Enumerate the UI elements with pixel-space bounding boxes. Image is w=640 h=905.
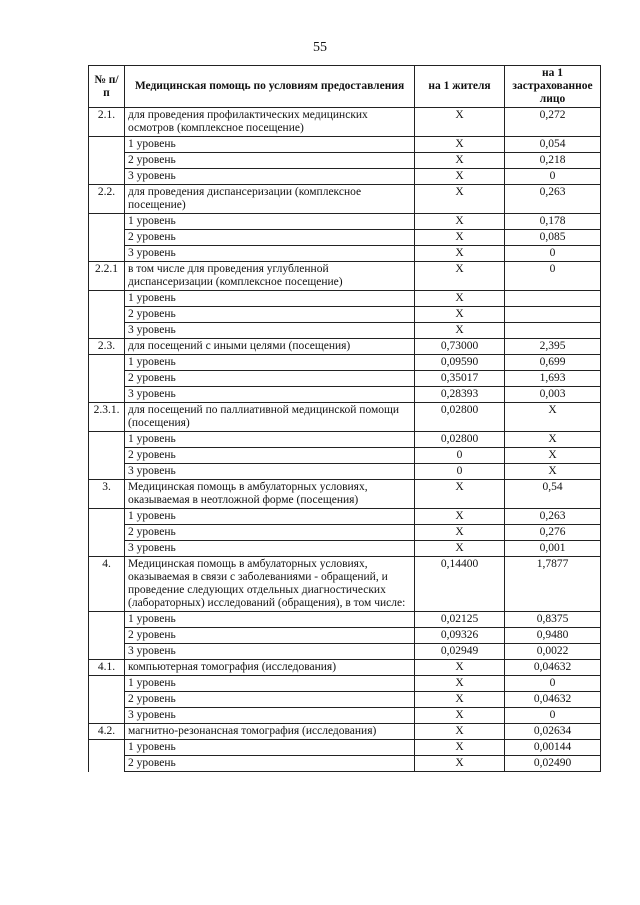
row-name-cell: 2 уровень xyxy=(125,371,415,387)
per-resident-cell: Х xyxy=(415,692,505,708)
table-row xyxy=(89,557,601,612)
per-insured-cell: 0 xyxy=(505,262,601,291)
per-insured-cell: Х xyxy=(505,403,601,432)
row-name-cell: 2 уровень xyxy=(125,448,415,464)
row-name-cell: для посещений по паллиативной медицинской помощи (посещения) xyxy=(125,403,415,432)
per-resident-cell: Х xyxy=(415,740,505,756)
per-insured-cell: 0,04632 xyxy=(505,660,601,676)
row-name-cell: для посещений с иными целями (посещения) xyxy=(125,339,415,355)
per-resident-cell: 0,02800 xyxy=(415,403,505,432)
row-number-cell xyxy=(89,740,125,756)
table-body xyxy=(89,108,601,772)
per-resident-cell: 0,02949 xyxy=(415,644,505,660)
row-name-cell: 1 уровень xyxy=(125,355,415,371)
table-row xyxy=(89,262,601,291)
per-insured-cell: Х xyxy=(505,464,601,480)
per-insured-cell: 1,693 xyxy=(505,371,601,387)
per-resident-cell: Х xyxy=(415,185,505,214)
per-resident-cell: Х xyxy=(415,541,505,557)
row-number-cell: 4. xyxy=(89,557,125,612)
row-name-cell: 3 уровень xyxy=(125,246,415,262)
per-resident-cell: Х xyxy=(415,724,505,740)
row-name-cell: 1 уровень xyxy=(125,432,415,448)
per-resident-cell: 0 xyxy=(415,448,505,464)
table-row xyxy=(89,185,601,214)
per-resident-cell: Х xyxy=(415,676,505,692)
row-name-cell: 1 уровень xyxy=(125,137,415,153)
per-resident-cell: Х xyxy=(415,291,505,307)
table-row xyxy=(89,541,601,557)
row-name-cell: компьютерная томография (исследования) xyxy=(125,660,415,676)
per-resident-cell: Х xyxy=(415,214,505,230)
row-number-cell xyxy=(89,692,125,708)
table-row xyxy=(89,756,601,772)
header-num: № п/п xyxy=(89,66,125,108)
table-row xyxy=(89,628,601,644)
table-row xyxy=(89,153,601,169)
per-resident-cell: 0,09326 xyxy=(415,628,505,644)
per-insured-cell xyxy=(505,291,601,307)
row-name-cell: 3 уровень xyxy=(125,644,415,660)
per-insured-cell: 0 xyxy=(505,708,601,724)
row-name-cell: для проведения профилактических медицинских осмотров (комплексное посещение) xyxy=(125,108,415,137)
row-name-cell: 1 уровень xyxy=(125,509,415,525)
row-number-cell: 2.3. xyxy=(89,339,125,355)
row-name-cell: 3 уровень xyxy=(125,169,415,185)
per-resident-cell: Х xyxy=(415,525,505,541)
table-row xyxy=(89,214,601,230)
row-name-cell: Медицинская помощь в амбулаторных условиях, оказываемая в связи с заболеваниями - обращений, и проведение следующих отдельных диагностических (лабораторных) исследований (обращения), в том числе: xyxy=(125,557,415,612)
table-row xyxy=(89,509,601,525)
per-resident-cell: Х xyxy=(415,708,505,724)
per-insured-cell: 1,7877 xyxy=(505,557,601,612)
table-row xyxy=(89,323,601,339)
table-row xyxy=(89,108,601,137)
per-resident-cell: Х xyxy=(415,262,505,291)
table-row xyxy=(89,740,601,756)
table-row xyxy=(89,291,601,307)
table-row xyxy=(89,230,601,246)
row-number-cell xyxy=(89,214,125,230)
row-number-cell xyxy=(89,371,125,387)
per-insured-cell: Х xyxy=(505,432,601,448)
row-name-cell: магнитно-резонансная томография (исследования) xyxy=(125,724,415,740)
per-insured-cell: 0,218 xyxy=(505,153,601,169)
row-number-cell xyxy=(89,246,125,262)
table-header-row xyxy=(89,66,601,108)
per-resident-cell: 0,02800 xyxy=(415,432,505,448)
row-number-cell xyxy=(89,676,125,692)
per-insured-cell: 0,178 xyxy=(505,214,601,230)
table-row xyxy=(89,692,601,708)
per-resident-cell: 0,09590 xyxy=(415,355,505,371)
row-name-cell: 2 уровень xyxy=(125,307,415,323)
row-name-cell: 1 уровень xyxy=(125,740,415,756)
table-row xyxy=(89,708,601,724)
row-name-cell: 2 уровень xyxy=(125,153,415,169)
row-name-cell: 3 уровень xyxy=(125,541,415,557)
row-number-cell xyxy=(89,448,125,464)
medical-care-table xyxy=(88,65,601,772)
row-name-cell: 3 уровень xyxy=(125,323,415,339)
row-number-cell xyxy=(89,355,125,371)
table-row xyxy=(89,137,601,153)
row-number-cell xyxy=(89,137,125,153)
table-row xyxy=(89,307,601,323)
row-number-cell xyxy=(89,708,125,724)
row-number-cell xyxy=(89,291,125,307)
row-name-cell: 2 уровень xyxy=(125,692,415,708)
table-row xyxy=(89,432,601,448)
per-insured-cell: 0,276 xyxy=(505,525,601,541)
header-per-resident: на 1 жителя xyxy=(415,66,505,108)
per-resident-cell: 0,73000 xyxy=(415,339,505,355)
per-insured-cell: 0,001 xyxy=(505,541,601,557)
per-insured-cell: 0,263 xyxy=(505,509,601,525)
row-name-cell: для проведения диспансеризации (комплексное посещение) xyxy=(125,185,415,214)
per-insured-cell: 0,02634 xyxy=(505,724,601,740)
per-resident-cell: Х xyxy=(415,137,505,153)
header-name: Медицинская помощь по условиям предоставления xyxy=(125,66,415,108)
per-resident-cell: Х xyxy=(415,169,505,185)
table-row xyxy=(89,371,601,387)
row-name-cell: 2 уровень xyxy=(125,756,415,772)
row-number-cell xyxy=(89,756,125,772)
per-insured-cell: 0,272 xyxy=(505,108,601,137)
per-insured-cell: Х xyxy=(505,448,601,464)
row-number-cell: 4.1. xyxy=(89,660,125,676)
per-resident-cell: Х xyxy=(415,230,505,246)
per-insured-cell: 0,02490 xyxy=(505,756,601,772)
per-insured-cell: 2,395 xyxy=(505,339,601,355)
table-row xyxy=(89,246,601,262)
per-insured-cell xyxy=(505,307,601,323)
per-insured-cell: 0,04632 xyxy=(505,692,601,708)
row-number-cell: 3. xyxy=(89,480,125,509)
table-row xyxy=(89,387,601,403)
table-row xyxy=(89,525,601,541)
row-name-cell: 1 уровень xyxy=(125,214,415,230)
per-resident-cell: 0 xyxy=(415,464,505,480)
per-insured-cell: 0,0022 xyxy=(505,644,601,660)
row-number-cell xyxy=(89,509,125,525)
row-number-cell xyxy=(89,387,125,403)
table-row xyxy=(89,660,601,676)
row-number-cell xyxy=(89,612,125,628)
per-insured-cell: 0,263 xyxy=(505,185,601,214)
per-resident-cell: 0,14400 xyxy=(415,557,505,612)
row-number-cell: 4.2. xyxy=(89,724,125,740)
table-row xyxy=(89,612,601,628)
per-insured-cell: 0 xyxy=(505,246,601,262)
header-per-insured: на 1 застрахованное лицо xyxy=(505,66,601,108)
row-number-cell xyxy=(89,525,125,541)
row-number-cell: 2.3.1. xyxy=(89,403,125,432)
per-resident-cell: Х xyxy=(415,246,505,262)
table-row xyxy=(89,448,601,464)
row-name-cell: 3 уровень xyxy=(125,387,415,403)
row-number-cell xyxy=(89,153,125,169)
row-name-cell: 3 уровень xyxy=(125,464,415,480)
per-resident-cell: Х xyxy=(415,660,505,676)
row-name-cell: 1 уровень xyxy=(125,676,415,692)
row-name-cell: 1 уровень xyxy=(125,612,415,628)
per-resident-cell: Х xyxy=(415,307,505,323)
table-row xyxy=(89,676,601,692)
per-insured-cell xyxy=(505,323,601,339)
row-name-cell: в том числе для проведения углубленной диспансеризации (комплексное посещение) xyxy=(125,262,415,291)
page-number: 55 xyxy=(313,40,327,55)
row-name-cell: Медицинская помощь в амбулаторных условиях, оказываемая в неотложной форме (посещения) xyxy=(125,480,415,509)
row-number-cell xyxy=(89,464,125,480)
per-resident-cell: Х xyxy=(415,153,505,169)
per-insured-cell: 0,699 xyxy=(505,355,601,371)
row-number-cell xyxy=(89,628,125,644)
per-insured-cell: 0,085 xyxy=(505,230,601,246)
table-row xyxy=(89,724,601,740)
per-insured-cell: 0,9480 xyxy=(505,628,601,644)
per-resident-cell: 0,02125 xyxy=(415,612,505,628)
per-resident-cell: Х xyxy=(415,323,505,339)
row-number-cell xyxy=(89,644,125,660)
per-insured-cell: 0,00144 xyxy=(505,740,601,756)
table-row xyxy=(89,403,601,432)
per-insured-cell: 0 xyxy=(505,169,601,185)
row-number-cell: 2.1. xyxy=(89,108,125,137)
table-row xyxy=(89,464,601,480)
row-number-cell xyxy=(89,230,125,246)
row-name-cell: 1 уровень xyxy=(125,291,415,307)
row-name-cell: 2 уровень xyxy=(125,628,415,644)
table-row xyxy=(89,480,601,509)
per-resident-cell: Х xyxy=(415,108,505,137)
row-number-cell xyxy=(89,432,125,448)
table-row xyxy=(89,339,601,355)
table-row xyxy=(89,644,601,660)
row-name-cell: 2 уровень xyxy=(125,230,415,246)
row-number-cell: 2.2. xyxy=(89,185,125,214)
per-insured-cell: 0,54 xyxy=(505,480,601,509)
per-insured-cell: 0 xyxy=(505,676,601,692)
row-number-cell: 2.2.1 xyxy=(89,262,125,291)
per-resident-cell: 0,28393 xyxy=(415,387,505,403)
per-insured-cell: 0,054 xyxy=(505,137,601,153)
table-row xyxy=(89,169,601,185)
row-name-cell: 2 уровень xyxy=(125,525,415,541)
per-resident-cell: Х xyxy=(415,509,505,525)
per-resident-cell: Х xyxy=(415,480,505,509)
per-resident-cell: 0,35017 xyxy=(415,371,505,387)
per-resident-cell: Х xyxy=(415,756,505,772)
per-insured-cell: 0,003 xyxy=(505,387,601,403)
row-number-cell xyxy=(89,541,125,557)
row-number-cell xyxy=(89,323,125,339)
table-row xyxy=(89,355,601,371)
row-number-cell xyxy=(89,169,125,185)
row-name-cell: 3 уровень xyxy=(125,708,415,724)
per-insured-cell: 0,8375 xyxy=(505,612,601,628)
row-number-cell xyxy=(89,307,125,323)
